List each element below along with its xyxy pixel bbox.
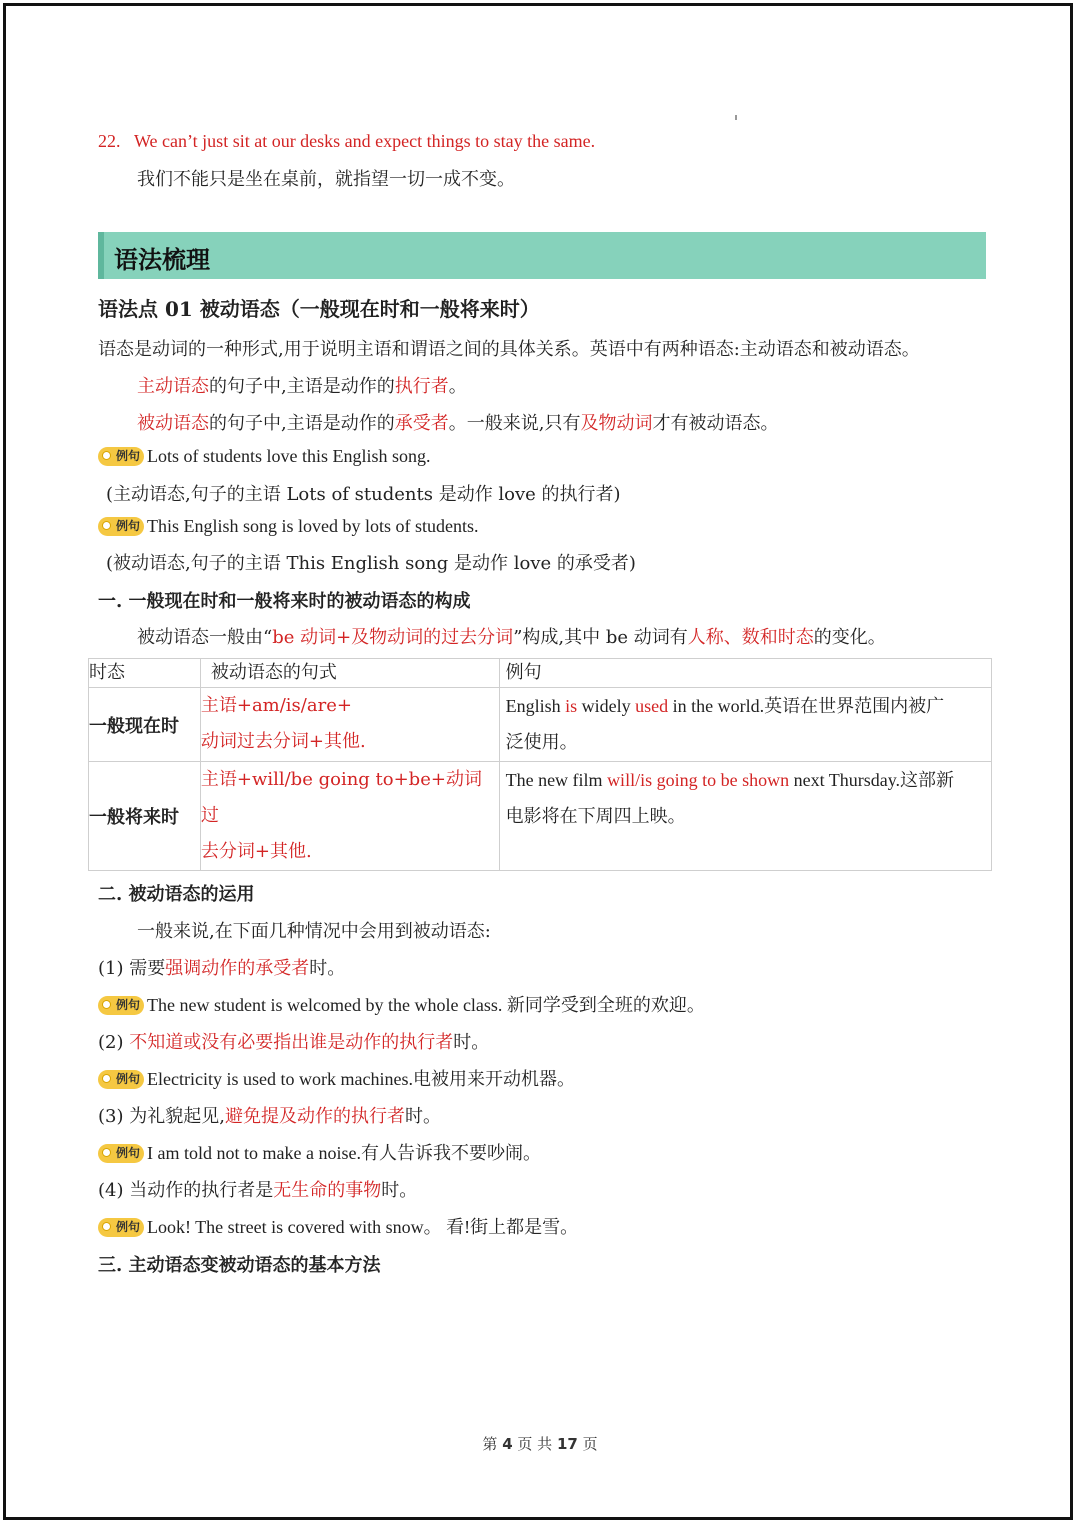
passive-voice-term: 被动语态 [137, 413, 209, 434]
section-banner [98, 232, 986, 279]
passive-voice-text2: 。一般来说,只有 [448, 413, 581, 434]
table-header-cell: 例句 [499, 659, 991, 688]
case2-a: (2) [98, 1032, 130, 1053]
case1-a: (1) 需要 [98, 958, 166, 979]
badge-dot-icon [102, 1000, 111, 1009]
ex-text: English [505, 696, 566, 716]
example-badge [98, 447, 144, 466]
active-voice-text: 的句子中,主语是动作的 [209, 376, 395, 397]
badge-label: 例句 [116, 1220, 141, 1234]
passive-voice-end: 才有被动语态。 [652, 413, 779, 434]
transitive-verb-term: 及物动词 [580, 413, 653, 434]
badge-label: 例句 [116, 998, 141, 1012]
active-voice-term: 主动语态 [137, 376, 209, 397]
example-badge [98, 996, 144, 1015]
case1-example [98, 991, 705, 1017]
badge-dot-icon [102, 1222, 111, 1231]
form-line: 动词过去分词+其他. [200, 731, 366, 752]
ex-text: in the world.英语在世界范围内被广 [668, 696, 945, 716]
example-cell [499, 688, 991, 762]
case2-line [98, 1028, 489, 1054]
case4-a: (4) 当动作的执行者是 [98, 1180, 274, 1201]
item22-line [98, 131, 595, 152]
footer-a: 第 [482, 1435, 503, 1453]
badge-label: 例句 [116, 519, 141, 533]
passive-voice-receiver: 承受者 [394, 413, 449, 434]
item22-number: 22. [98, 131, 121, 151]
ex-text: The new film [505, 770, 608, 790]
form-line: 主语+am/is/are+ [200, 695, 352, 716]
case1-b: 强调动作的承受者 [165, 958, 310, 979]
passive-voice-line [137, 409, 778, 435]
ex-verb: will/is going to be shown [607, 770, 790, 790]
table-header-row [89, 659, 992, 688]
example1-note: (主动语态,句子的主语 Lots of students 是动作 love 的执行者) [106, 484, 621, 505]
form-line: 去分词+其他. [200, 841, 312, 862]
passive-voice-table [88, 658, 992, 871]
example2-note: (被动语态,句子的主语 This English song 是动作 love 的承受者) [106, 553, 636, 574]
page-total: 17 [556, 1435, 578, 1453]
case2-c: 时。 [453, 1032, 490, 1053]
badge-dot-icon [102, 521, 111, 530]
intro-paragraph: 语态是动词的一种形式,用于说明主语和谓语之间的具体关系。英语中有两种语态:主动语态和被动语态。 [98, 339, 920, 360]
case1-line [98, 954, 345, 980]
section1-variation: 人称、数和时态 [687, 627, 814, 648]
footer-b: 页 共 [512, 1435, 557, 1453]
footer-c: 页 [577, 1435, 598, 1453]
case1-sentence: The new student is welcomed by the whole class. 新同学受到全班的欢迎。 [147, 995, 705, 1015]
example-badge [98, 1144, 144, 1163]
example1-sentence: Lots of students love this English song. [147, 446, 431, 466]
section1-formula: be 动词+及物动词的过去分词 [272, 627, 514, 648]
case3-a: (3) 为礼貌起见, [98, 1106, 225, 1127]
ex-text: next Thursday.这部新 [789, 770, 955, 790]
ex-verb: used [635, 696, 669, 716]
table-header-cell: 被动语态的句式 [200, 659, 499, 688]
badge-label: 例句 [116, 449, 141, 463]
form-line: 主语+will/be going to+be+动词过 [200, 769, 482, 826]
item22-zh: 我们不能只是坐在桌前，就指望一切一成不变。 [137, 169, 515, 190]
section1-desc-a: 被动语态一般由“ [137, 627, 273, 648]
section-banner-edge [98, 232, 104, 279]
case3-b: 避免提及动作的执行者 [224, 1106, 405, 1127]
table-header-cell: 时态 [89, 659, 201, 688]
case3-sentence: I am told not to make a noise.有人告诉我不要吵闹。 [147, 1143, 541, 1163]
form-cell [200, 688, 499, 762]
section1-desc-c: ”构成,其中 be 动词有 [513, 627, 688, 648]
section2-desc: 一般来说,在下面几种情况中会用到被动语态: [137, 921, 491, 942]
section2-heading: 二. 被动语态的运用 [98, 884, 255, 905]
case3-line [98, 1102, 441, 1128]
ex-verb: is [565, 696, 578, 716]
example-badge [98, 1218, 144, 1237]
ex-text: 泛使用。 [505, 732, 578, 752]
case3-c: 时。 [404, 1106, 441, 1127]
case4-line [98, 1176, 417, 1202]
section3-heading: 三. 主动语态变被动语态的基本方法 [98, 1255, 381, 1276]
section1-heading: 一. 一般现在时和一般将来时的被动语态的构成 [98, 591, 471, 612]
case4-c: 时。 [381, 1180, 418, 1201]
tense-cell: 一般将来时 [89, 762, 201, 871]
example-badge [98, 517, 144, 536]
page-number: 4 [502, 1435, 513, 1453]
case2-b: 不知道或没有必要指出谁是动作的执行者 [129, 1032, 454, 1053]
section1-desc [137, 623, 886, 649]
table-row [89, 762, 992, 871]
grammar-point-title: 语法点 01 被动语态（一般现在时和一般将来时） [98, 297, 540, 321]
badge-dot-icon [102, 1074, 111, 1083]
badge-dot-icon [102, 451, 111, 460]
section-banner-title: 语法梳理 [114, 246, 210, 274]
case2-sentence: Electricity is used to work machines.电被用来开动机器。 [147, 1069, 575, 1089]
tense-cell: 一般现在时 [89, 688, 201, 762]
active-voice-doer: 执行者 [394, 376, 449, 397]
example1-line [98, 446, 431, 467]
stray-mark [735, 115, 737, 120]
badge-label: 例句 [116, 1072, 141, 1086]
example-cell [499, 762, 991, 871]
case4-b: 无生命的事物 [273, 1180, 382, 1201]
example2-line [98, 516, 479, 537]
page-footer [0, 1433, 1080, 1454]
case3-example [98, 1139, 541, 1165]
case4-sentence: Look! The street is covered with snow。 看!街上都是雪。 [147, 1217, 579, 1237]
item22-en: We can’t just sit at our desks and expect things to stay the same. [134, 131, 596, 151]
example-badge [98, 1070, 144, 1089]
case4-example [98, 1213, 578, 1239]
badge-label: 例句 [116, 1146, 141, 1160]
form-cell [200, 762, 499, 871]
section1-desc-e: 的变化。 [813, 627, 886, 648]
table-row [89, 688, 992, 762]
active-voice-end: 。 [448, 376, 467, 397]
case1-c: 时。 [309, 958, 346, 979]
ex-text: 电影将在下周四上映。 [505, 806, 686, 826]
badge-dot-icon [102, 1148, 111, 1157]
case2-example [98, 1065, 575, 1091]
example2-sentence: This English song is loved by lots of students. [147, 516, 479, 536]
active-voice-line [137, 372, 467, 398]
passive-voice-text: 的句子中,主语是动作的 [209, 413, 395, 434]
ex-text: widely [577, 696, 636, 716]
